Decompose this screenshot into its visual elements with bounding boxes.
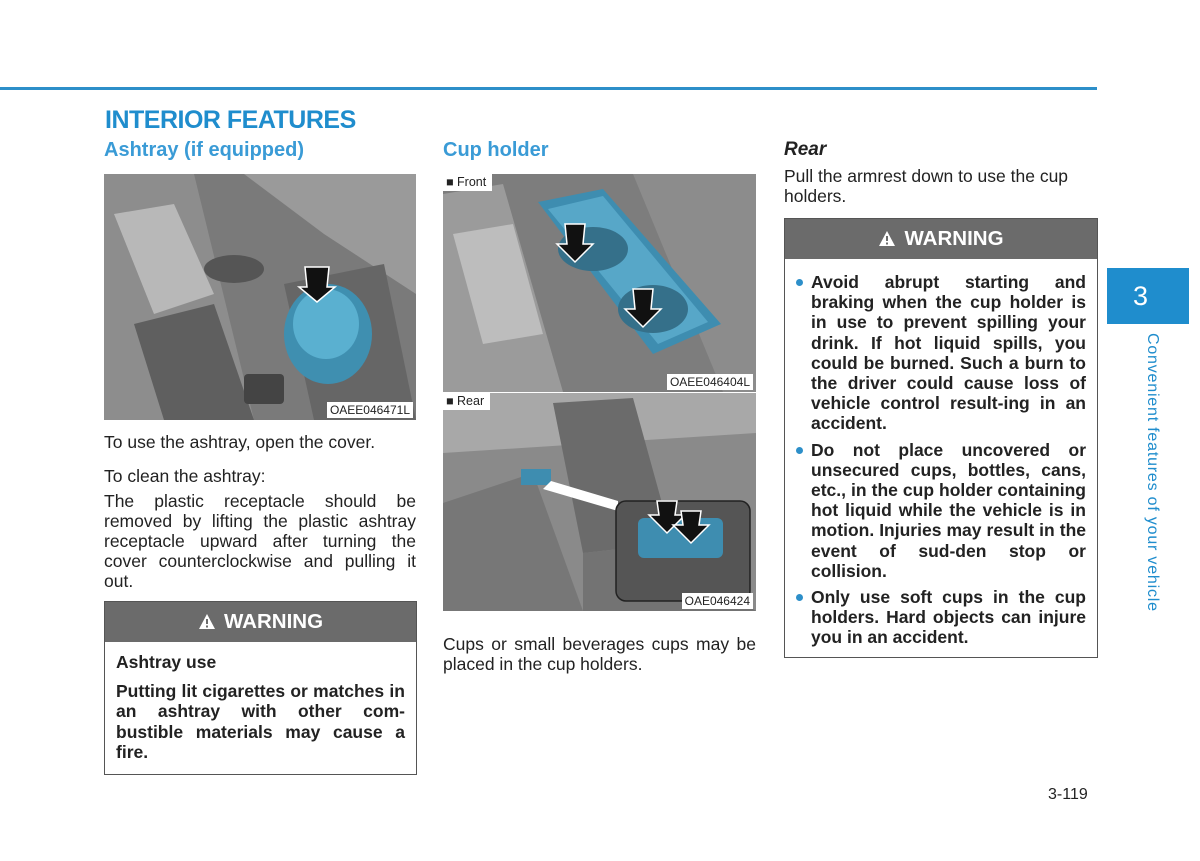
warning-title: WARNING: [904, 227, 1004, 250]
figure-code: OAE046424: [682, 593, 753, 609]
front-label: ■ Front: [443, 174, 492, 191]
warning-text: Putting lit cigarettes or matches in an ashtray with other com-bustible materials may cause a fire.: [116, 681, 405, 762]
section-title: INTERIOR FEATURES: [105, 106, 356, 134]
ashtray-warning-box: [104, 601, 417, 775]
bullet-dot-icon: [796, 447, 803, 454]
ashtray-paragraph-clean: To clean the ashtray:: [104, 466, 266, 486]
rear-heading: Rear: [784, 139, 827, 160]
cup-holder-warning-box: [784, 218, 1098, 658]
warning-subhead: Ashtray use: [116, 652, 217, 672]
warning-triangle-icon: [198, 613, 216, 630]
ashtray-heading: Ashtray (if equipped): [104, 139, 305, 161]
warning-header: [105, 602, 416, 642]
chapter-tab: 3: [1107, 268, 1189, 324]
chapter-label: Convenient features of your vehicle: [1144, 333, 1161, 612]
cup-holder-heading: Cup holder: [443, 139, 549, 161]
cup-holder-paragraph: Cups or small beverages cups may be placed in the cup holders.: [443, 634, 756, 674]
page-number: 3-119: [1048, 786, 1088, 803]
bullet-text: Do not place uncovered or unsecured cups, bottles, cans, etc., in the cup holder containing hot liquid while the vehicle is in motion. Injuries may result in the event of sud-den stop or collision.: [811, 439, 1086, 581]
warning-title: WARNING: [223, 610, 324, 633]
bullet-text: Only use soft cups in the cup holders. Hard objects can injure you in an accident.: [811, 587, 1086, 648]
warning-triangle-icon: [878, 230, 896, 247]
top-rule: [0, 87, 1097, 90]
warning-bullet: [796, 440, 1086, 581]
rear-paragraph: Pull the armrest down to use the cup holders.: [784, 166, 1069, 206]
ashtray-paragraph-open: To use the ashtray, open the cover.: [104, 432, 376, 452]
front-cup-holder-figure: [443, 174, 756, 392]
rear-cup-holder-figure: [443, 393, 756, 611]
bullet-dot-icon: [796, 279, 803, 286]
figure-code: OAEE046404L: [667, 374, 753, 390]
figure-code: OAEE046471L: [327, 402, 413, 418]
bullet-text: Avoid abrupt starting and braking when the cup holder is in use to prevent spilling your drink. If hot liquid spills, you could be burned. Such a burn to the driver could cause loss of vehicle control result-ing in an accident.: [811, 272, 1086, 434]
warning-bullet: [796, 587, 1086, 648]
bullet-dot-icon: [796, 594, 803, 601]
warning-header: [785, 219, 1097, 259]
rear-label: ■ Rear: [443, 393, 490, 410]
ashtray-figure: [104, 174, 416, 420]
ashtray-paragraph-receptacle: The plastic receptacle should be removed by lifting the plastic ashtray receptacle upward after turning the cover counterclockwise and pulling it out.: [104, 491, 416, 591]
warning-bullet: [796, 272, 1086, 434]
